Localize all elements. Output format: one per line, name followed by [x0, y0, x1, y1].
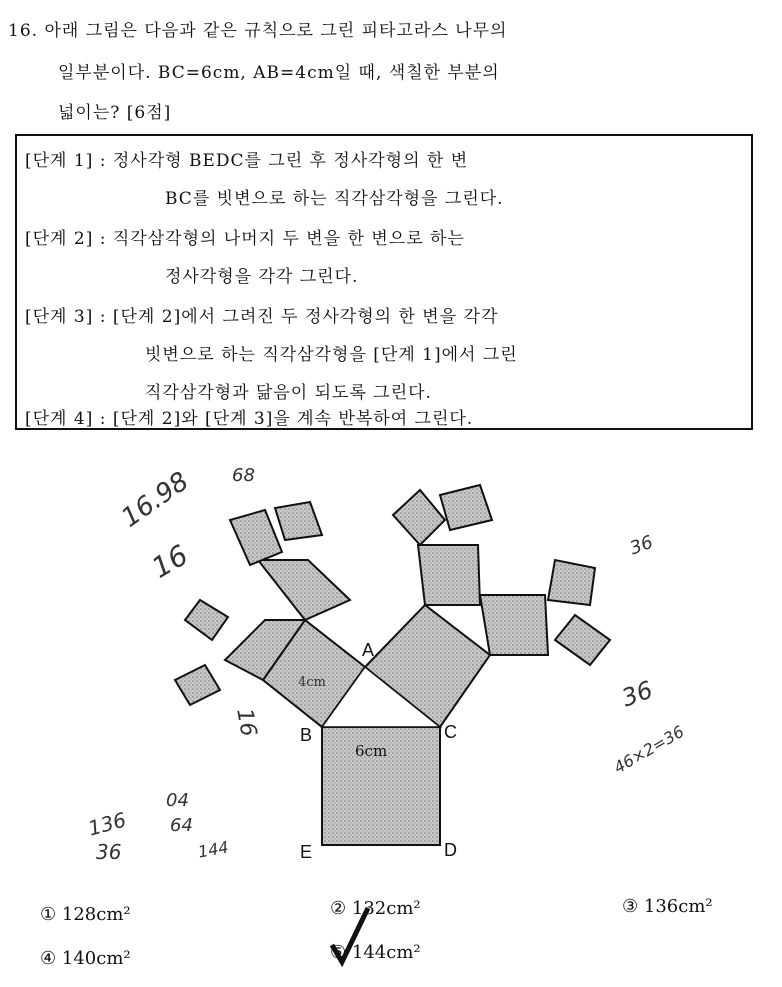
choice-2-num: ②: [330, 898, 347, 919]
square-r3a: [393, 490, 445, 545]
square-l3a: [230, 510, 282, 565]
handwriting-11: 144: [196, 837, 230, 862]
point-e-label: E: [300, 842, 313, 862]
square-l3d: [175, 665, 220, 705]
question-text-1: 아래 그림은 다음과 같은 규칙으로 그린 피타고라스 나무의: [44, 21, 508, 41]
handwriting-4: 36: [627, 531, 656, 560]
inner-length-label: 4cm: [298, 675, 326, 690]
choice-1-num: ①: [40, 904, 57, 925]
square-l3c: [185, 600, 228, 640]
step-2-text-2: 정사각형을 각각 그린다.: [165, 267, 359, 287]
point-b-label: B: [300, 725, 313, 745]
square-r3c: [548, 560, 595, 605]
step-1-text-1: 정사각형 BEDC를 그린 후 정사각형의 한 변: [112, 151, 469, 171]
handwriting-9: 04: [166, 790, 189, 811]
choice-1-text: 128cm²: [61, 904, 131, 925]
handwriting-6: 16: [231, 706, 261, 739]
handwriting-10: 64: [170, 815, 193, 836]
choice-2[interactable]: [330, 898, 421, 919]
handwriting-8: 36: [96, 840, 122, 864]
side-length-label: 6cm: [355, 742, 388, 760]
choice-3-text: 136cm²: [643, 896, 713, 917]
handwriting-5: 36: [618, 675, 657, 713]
handwriting-3: 16: [146, 538, 194, 585]
choice-4[interactable]: [40, 948, 131, 969]
square-l3b: [275, 502, 322, 540]
choice-2-text: 132cm²: [351, 898, 421, 919]
question-number: 16.: [8, 21, 39, 41]
step-4-label: [단계 4] :: [25, 409, 107, 429]
question-line-3: 넓이는? [6점]: [58, 103, 172, 123]
step-3-text-2: 빗변으로 하는 직각삼각형을 [단계 1]에서 그린: [145, 345, 518, 365]
step-3-text-1: [단계 2]에서 그려진 두 정사각형의 한 변을 각각: [112, 307, 499, 327]
choice-3[interactable]: [622, 896, 713, 917]
choice-4-num: ④: [40, 948, 57, 969]
step-1-label: [단계 1] :: [25, 151, 107, 171]
square-r2b: [480, 595, 548, 655]
point-d-label: D: [444, 840, 457, 860]
point-c-label: C: [444, 722, 457, 742]
handwriting-1: 16.98: [116, 466, 195, 534]
choice-4-text: 140cm²: [61, 948, 131, 969]
choice-5[interactable]: [330, 942, 421, 963]
square-l2b: [258, 560, 350, 620]
step-2-label: [단계 2] :: [25, 229, 107, 249]
question-line-2: 일부분이다. BC=6cm, AB=4cm일 때, 색칠한 부분의: [58, 63, 500, 83]
step-3-label: [단계 3] :: [25, 307, 107, 327]
choice-3-num: ③: [622, 896, 639, 917]
handwriting-7: 136: [85, 807, 129, 841]
square-r3b: [440, 485, 492, 530]
choice-5-num: ⑤: [330, 942, 347, 963]
square-r3d: [555, 615, 610, 665]
handwriting-2: 68: [232, 465, 255, 486]
choice-5-text: 144cm²: [351, 942, 421, 963]
point-a-label: A: [362, 640, 375, 660]
choice-1[interactable]: [40, 904, 131, 925]
step-1-text-2: BC를 빗변으로 하는 직각삼각형을 그린다.: [165, 189, 504, 209]
step-3-text-3: 직각삼각형과 닮음이 되도록 그린다.: [145, 383, 432, 403]
square-r2a: [418, 545, 480, 605]
handwriting-12: 46×2=36: [610, 721, 688, 778]
step-4-text-1: [단계 2]와 [단계 3]을 계속 반복하여 그린다.: [112, 409, 474, 429]
step-2-text-1: 직각삼각형의 나머지 두 변을 한 변으로 하는: [112, 229, 465, 249]
